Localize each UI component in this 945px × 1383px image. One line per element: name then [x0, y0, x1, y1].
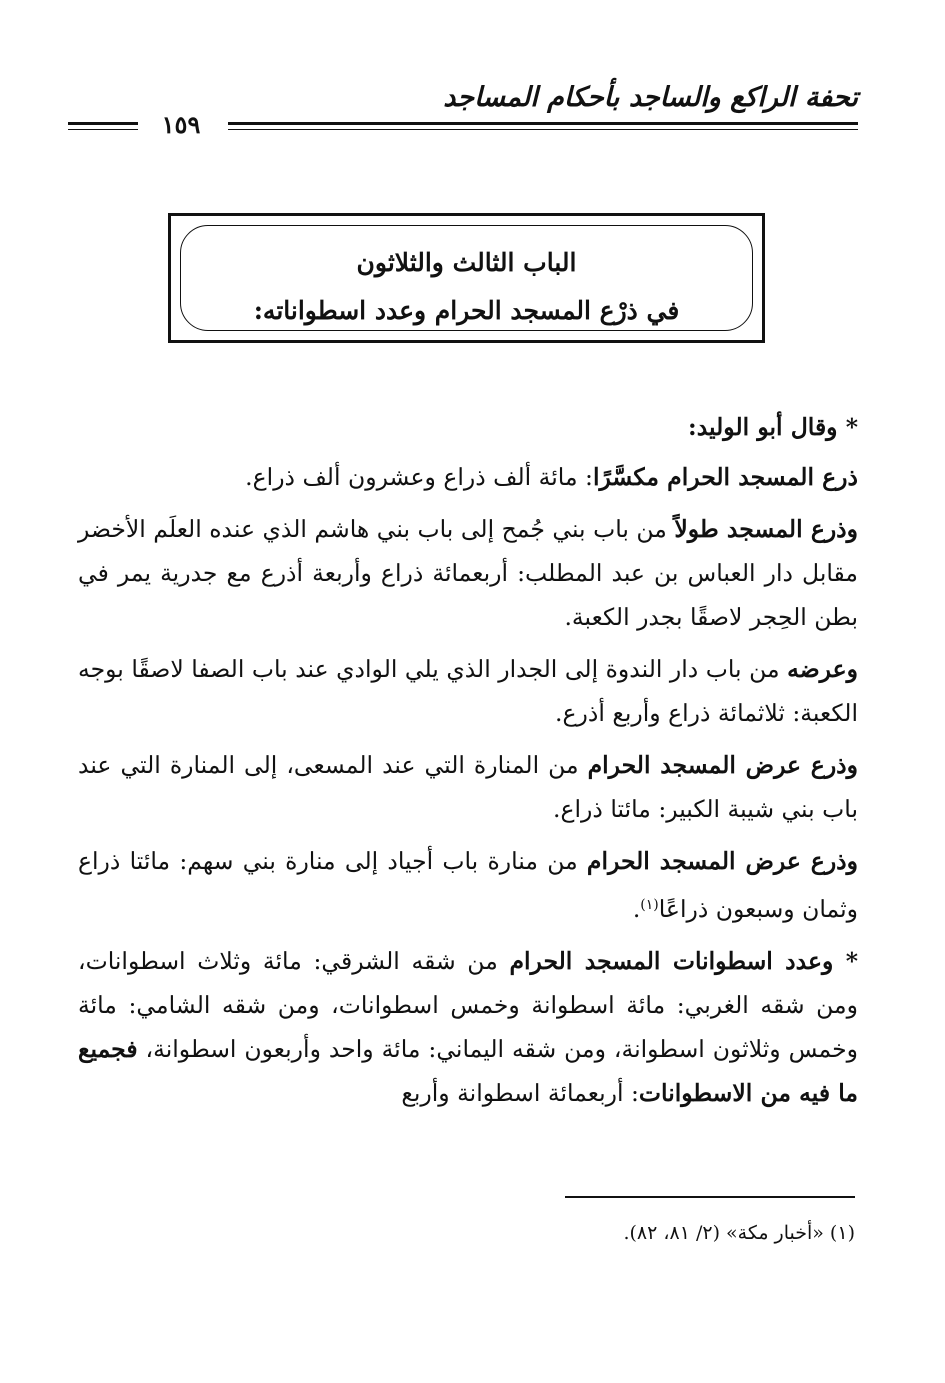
book-title: تحفة الراكع والساجد بأحكام المساجد	[443, 82, 858, 113]
paragraph-lead: ذرع المسجد الحرام مكسَّرًا	[592, 463, 858, 491]
chapter-title-line1: الباب الثالث والثلاثون	[356, 248, 577, 277]
paragraph	[78, 939, 858, 1115]
paragraph-lead: وذرع عرض المسجد الحرام	[586, 847, 858, 875]
paragraph	[78, 507, 858, 639]
main-text	[78, 405, 858, 1123]
paragraph-text: من منارة باب أجياد إلى منارة بني سهم: مائتا ذراع وثمان وسبعون ذراعًا	[78, 847, 858, 923]
footnote: (١) «أخبار مكة» (٢/ ٨١، ٨٢).	[623, 1222, 855, 1244]
paragraph-text: من باب بني جُمح إلى باب بني هاشم الذي عنده العلَم الأخضر مقابل دار العباس بن عبد المطلب: أربعمائة ذراع وأربعة أذرع مع جدرية يمر في بطن الحِجر لاصقًا بجدر الكعبة.	[78, 515, 858, 631]
paragraph-end: .	[632, 895, 641, 923]
running-header	[68, 80, 858, 140]
chapter-title-inner-frame	[180, 225, 753, 331]
paragraph-lead: * وقال أبو الوليد:	[688, 413, 858, 441]
paragraph-lead: وذرع المسجد طولاً	[674, 515, 858, 543]
page-number: ١٥٩	[161, 110, 201, 139]
paragraph	[78, 647, 858, 735]
page-number-double-rule	[68, 122, 138, 132]
chapter-title-line2: في ذرْع المسجد الحرام وعدد اسطواناته:	[253, 296, 680, 325]
footnote-separator	[565, 1196, 855, 1198]
paragraph-text: من المنارة التي عند المسعى، إلى المنارة التي عند باب بني شيبة الكبير: مائتا ذراع.	[78, 751, 858, 823]
paragraph-text: : أربعمائة اسطوانة وأربع	[401, 1079, 639, 1107]
paragraph	[78, 455, 858, 499]
paragraph-text: من باب دار الندوة إلى الجدار الذي يلي الوادي عند باب الصفا لاصقًا بوجه الكعبة: ثلاثمائة ذراع وأربع أذرع.	[78, 655, 858, 727]
paragraph	[78, 405, 858, 449]
paragraph-lead: * وعدد اسطوانات المسجد الحرام	[509, 947, 858, 975]
paragraph-text: من شقه الشرقي: مائة وثلاث اسطوانات، ومن شقه الغربي: مائة اسطوانة وخمس اسطوانات، ومن شقه الشامي: مائة وخمس وثلاثون اسطوانة، ومن شقه اليماني: مائة واحد وأربعون اسطوانة،	[78, 947, 858, 1063]
paragraph	[78, 743, 858, 831]
paragraph-lead: وعرضه	[787, 655, 858, 683]
chapter-title-frame	[168, 213, 765, 343]
paragraph-bold-phrase: فجميع ما فيه من الاسطوانات	[78, 1035, 858, 1107]
header-double-rule	[228, 122, 858, 132]
paragraph	[78, 839, 858, 931]
paragraph-text: : مائة ألف ذراع وعشرون ألف ذراع.	[245, 463, 593, 491]
footnote-marker: (١)	[640, 897, 659, 913]
paragraph-lead: وذرع عرض المسجد الحرام	[587, 751, 858, 779]
